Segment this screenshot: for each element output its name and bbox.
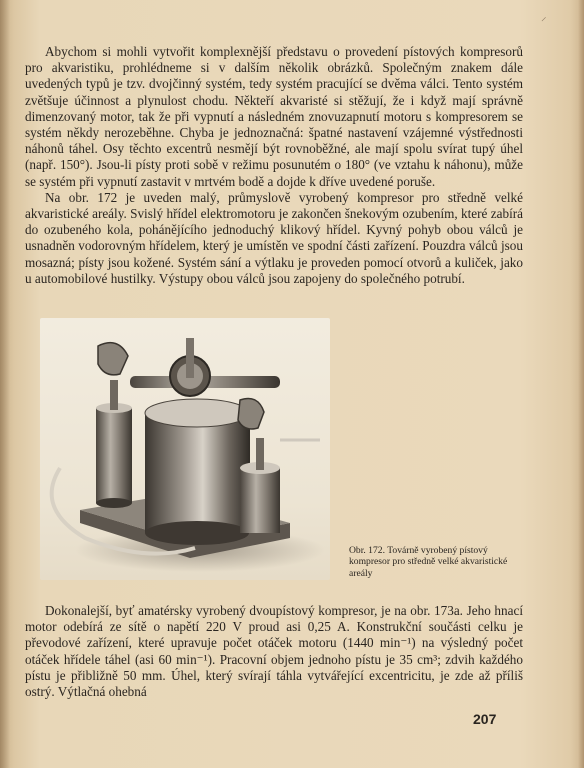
upper-text-block: [25, 44, 523, 287]
paragraph-1: Abychom si mohli vytvořit komplexnější představu o provedení pístových kompresorů pro akvaristiku, prohlédneme si v dalším několik obrázků. Společným znakem dále uvedených typů je tzv. dvojčinný systém, tedy systém pracující se dvěma válci. Tento systém zvětšuje účinnost a plynulost chodu. Někteří akvaristé si stěžují, že i když mají správně dimenzovaný motor, tak že při vypnutí a následném znovuzapnutí motoru s kompresorem se systém někdy nerozeběhne. Chyba je jednoznačná: špatné nastavení vzájemné výstřednosti náhonů táhel. Osy těchto excentrů nesmějí být rovnoběžné, ale mají spolu svírat tupý úhel (např. 150°). Jsou-li písty proti sobě v režimu posunutém o 180° (ve vztahu k náhonu), může se systém při vypnutí zastavit v mrtvém bodě a dojde k dříve uvedené poruše.: [25, 44, 523, 189]
compressor-photo-illustration: [40, 318, 330, 580]
paragraph-2: Na obr. 172 je uveden malý, průmyslově vyrobený kompresor pro středně velké akvaristické areály. Svislý hřídel elektromotoru je zakončen šnekovým ozubením, které zabírá do ozubeného kola, pohánějícího jednoduchý klikový hřídel. Kyvný pohyb obou válců je usnadněn vodorovným hřídelem, který je umístěn ve spodní části zařízení. Pouzdra válců jsou mosazná; písty jsou kožené. Systém sání a výtlaku je proveden pomocí otvorů a kuliček, jako u automobilové hustilky. Výstupy obou válců jsou zapojeny do společného potrubí.: [25, 189, 523, 286]
paragraph-3: Dokonalejší, byť amatérsky vyrobený dvoupístový kompresor, je na obr. 173a. Jeho hnací motor odebírá ze sítě o napětí 220 V proud asi 0,25 A. Konstrukční součásti celku je převodové zařízení, které upravuje počet otáček motoru (1440 min⁻¹) na výsledný počet otáček hřídele táhel (asi 60 min⁻¹). Pracovní objem jednoho pístu je 35 cm³; zdvih každého pístu je přibližně 50 mm. Úhel, který svírají táhla vytvářející excentricitu, je zde až příliš ostrý. Výtlačná ohebná: [25, 603, 523, 700]
page-edge: [578, 0, 584, 768]
gutter-shadow: [0, 0, 10, 768]
page-number: 207: [473, 711, 497, 727]
figure-172-photo: [40, 318, 330, 580]
pencil-mark: ⸍: [541, 16, 547, 28]
figure-172-caption: Obr. 172. Továrně vyrobený pístový kompresor pro středně velké akvaristické areály: [349, 545, 508, 579]
